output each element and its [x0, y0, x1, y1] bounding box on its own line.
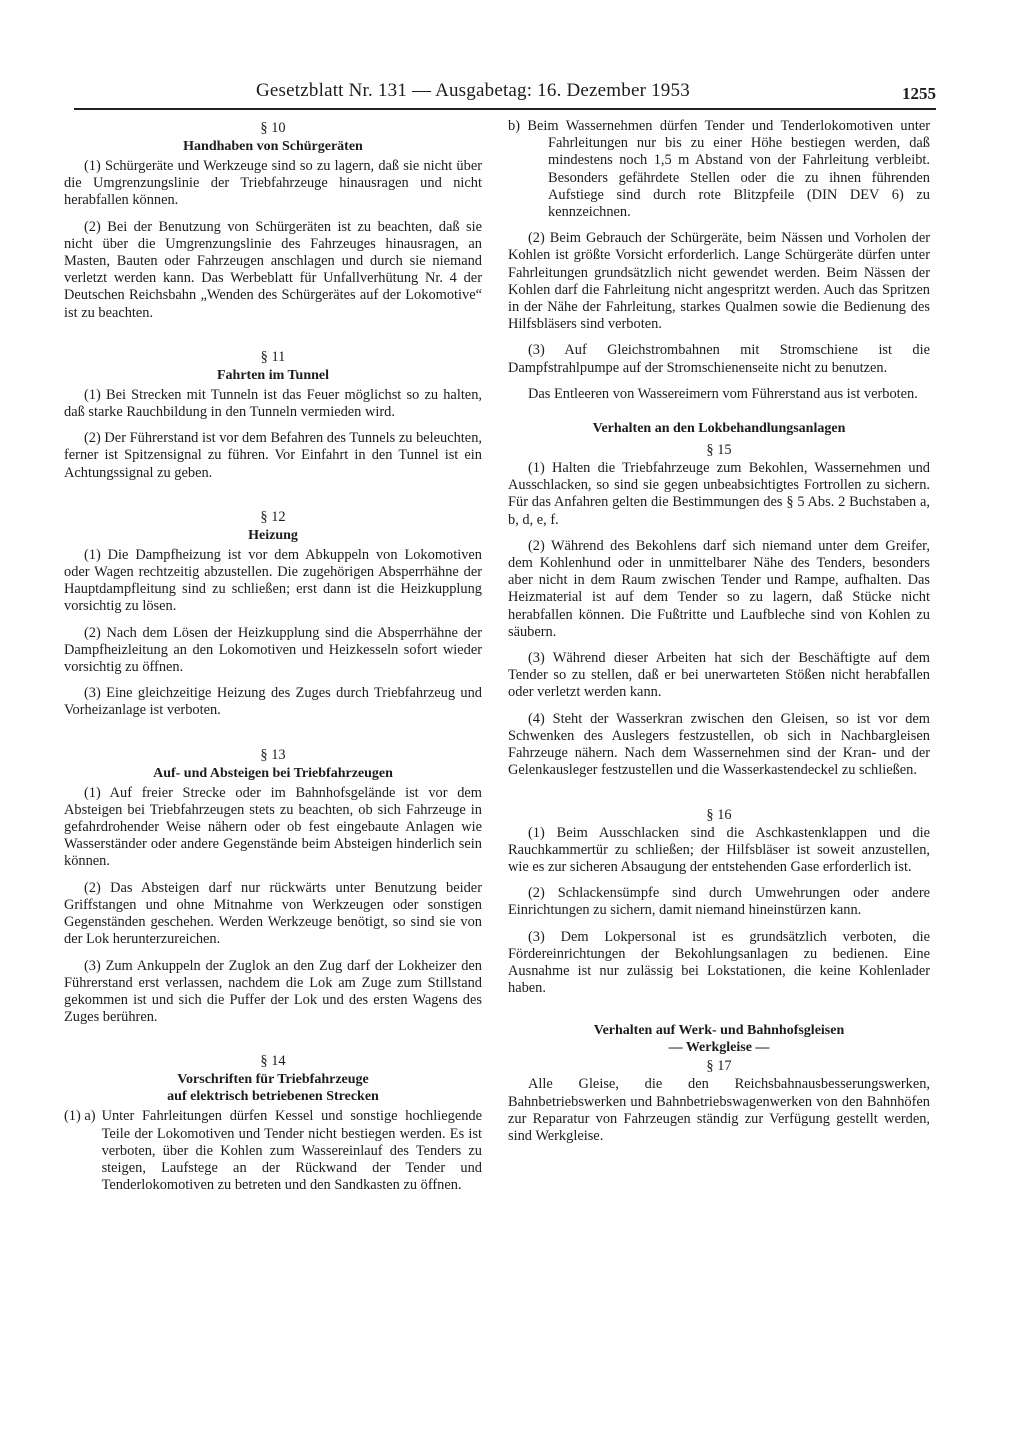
item-text: Unter Fahrleitungen dürfen Kessel und sonstige hochliegende Teile der Lokomotiven und Tender nicht bestiegen werden. Es ist verboten, über die Kohlen zum Wassereinlauf des Tenders zu steigen, Laufstege an der Rückwand der Tender und Tenderlokomotiven zu betreten und den Sandkasten zu öffnen. [101, 1108, 482, 1194]
section-number: § 10 [260, 120, 286, 136]
section-title: Handhaben von Schürgeräten [183, 139, 363, 154]
section-title: Verhalten auf Werk- und Bahnhofsgleisen [593, 1023, 845, 1039]
paragraph: (1) Auf freier Strecke oder im Bahnhofsgelände ist vor dem Absteigen bei Triebfahrzeugen stets zu beachten, ob sich Fahrzeuge in gefahrdrohender Weise nähern oder ob fest eingebaute Anlagen wie Wasserständer oder andere Gegenstände beim Absteigen hinderlich sein können. [64, 784, 482, 870]
section-number: § 17 [706, 1058, 732, 1075]
section-number: § 15 [706, 442, 732, 459]
paragraph: (3) Zum Ankuppeln der Zuglok an den Zug darf der Lokheizer den Führerstand erst verlassen, nachdem die Lok am Zuge zum Stillstand gekommen ist und sich die Puffer der Lok und des ersten Wagens des Zuges berühren. [64, 957, 482, 1026]
list-item [64, 1108, 482, 1194]
paragraph: (1) Schürgeräte und Werkzeuge sind so zu lagern, daß sie nicht über die Umgrenzungslinie der Triebfahrzeuge hinausragen und nicht herabfallen können. [64, 158, 482, 209]
section-title: Heizung [248, 527, 298, 543]
header-title: Gesetzblatt Nr. 131 — Ausgabetag: 16. Dezember 1953 [256, 80, 690, 101]
section-title: Fahrten im Tunnel [216, 367, 330, 383]
paragraph: (1) Halten die Triebfahrzeuge zum Bekohlen, Wassernehmen und Ausschlacken, so sind sie gegen unbeabsichtigtes Fortrollen zu sichern. Für das Anfahren gelten die Bestimmungen des § 5 Abs. 2 Buchstaben a, b, d, e, f. [508, 460, 930, 528]
section-number: § 12 [260, 508, 286, 525]
section-number: § 16 [706, 806, 732, 823]
right-column [508, 118, 930, 1154]
page-header [74, 80, 936, 110]
paragraph: Alle Gleise, die den Reichsbahnausbesserungswerken, Bahnbetriebswerken und Bahnbetriebswagenwerken von den Bahnhöfen zur Reparatur von Fahrzeugen ständig zur Verfügung gestellt werden, sind Werkgleise. [508, 1076, 930, 1144]
left-column [64, 118, 482, 1203]
paragraph: (2) Beim Gebrauch der Schürgeräte, beim Nässen und Vorholen der Kohlen ist größte Vorsicht erforderlich. Lange Schürgeräte dürfen unter Fahrleitungen grundsätzlich nicht gewendet werden. Beim Nässen der Kohlen darf die Fahrleitung nicht angespritzt werden. Auch das Spritzen in der Nähe der Fahrleitung, starkes Qualmen sowie die Bedienung des Hilfsbläsers sind verboten. [508, 230, 930, 333]
paragraph: (2) Schlackensümpfe sind durch Umwehrungen oder andere Einrichtungen zu sichern, damit niemand hineinstürzen kann. [508, 885, 930, 919]
paragraph: (1) Bei Strecken mit Tunneln ist das Feuer möglichst so zu halten, daß starke Rauchbildung in den Tunneln vermieden wird. [64, 386, 482, 421]
section-title: auf elektrisch betriebenen Strecken [167, 1089, 379, 1105]
section-title: Auf- und Absteigen bei Triebfahrzeugen [153, 765, 393, 781]
paragraph: (1) Die Dampfheizung ist vor dem Abkuppeln von Lokomotiven oder Wagen rechtzeitig abzustellen. Die zugehörigen Absperrhähne der Hauptdampfleitung sind zu schließen; erst dann ist die Heizkupplung vorsichtig zu lösen. [64, 546, 482, 615]
paragraph: (3) Auf Gleichstrombahnen mit Stromschiene ist die Dampfstrahlpumpe auf der Stromschienenseite nicht zu benutzen. [508, 342, 930, 376]
paragraph: (4) Steht der Wasserkran zwischen den Gleisen, so ist vor dem Schwenken des Auslegers festzustellen, ob sich in Nachbargleisen Fahrzeuge nähern. Nach dem Wassernehmen sind der Kran- und der Gelenkausleger festzustellen und die Wasserkastendeckel zu schließen. [508, 710, 930, 779]
page-number: 1255 [902, 84, 936, 103]
paragraph: Das Entleeren von Wassereimern vom Führerstand aus ist verboten. [528, 385, 918, 402]
paragraph: (3) Dem Lokpersonal ist es grundsätzlich verboten, die Fördereinrichtungen der Bekohlungsanlagen zu bedienen. Eine Ausnahme ist nur zulässig bei Lokstationen, die keine Kohlenlader haben. [508, 928, 930, 997]
section-subtitle: — Werkgleise — [668, 1040, 770, 1056]
paragraph: b) Beim Wassernehmen dürfen Tender und Tenderlokomotiven unter Fahrleitungen nur bis zu einer Höhe bestiegen werden, daß mindestens noch 1,5 m Abstand von der Fahrleitung verbleibt. Besonders gefährdete Stellen oder die zu ihnen führenden Aufstiege sind durch rote Blitzpfeile (DIN DEV 6) zu kennzeichnen. [508, 118, 930, 221]
section-number: § 13 [260, 746, 286, 763]
paragraph: (2) Während des Bekohlens darf sich niemand unter dem Greifer, dem Kohlenhund oder in unmittelbarer Nähe des Tenders, besonders aber nicht in dem Raum zwischen Tender und Rampe, aufhalten. Das Heizmaterial ist auf dem Tender so zu lagern, daß Stücke nicht herabfallen können. Die Fußtritte und Laufbleche sind von Kohlen zu säubern. [508, 537, 930, 640]
paragraph: (2) Bei der Benutzung von Schürgeräten ist zu beachten, daß sie nicht über die Umgrenzungslinie des Fahrzeuges hinausragen, an Masten, Bauten oder Fahrzeugen anschlagen und durch sie niemand verletzt werden kann. Das Werbeblatt für Unfallverhütung Nr. 4 der Deutschen Reichsbahn „Wenden des Schürgerätes auf der Lokomotive“ ist zu beachten. [64, 218, 482, 321]
item-label: (1) a) [64, 1108, 96, 1125]
section-title: Vorschriften für Triebfahrzeuge [177, 1072, 369, 1088]
paragraph: (3) Eine gleichzeitige Heizung des Zuges durch Triebfahrzeug und Vorheizanlage ist verboten. [64, 685, 482, 719]
paragraph: (3) Während dieser Arbeiten hat sich der Beschäftigte auf dem Tender so zu stellen, daß er bei unerwarteten Stößen nicht herabfallen oder verletzt werden kann. [508, 650, 930, 701]
paragraph: (2) Der Führerstand ist vor dem Befahren des Tunnels zu beleuchten, ferner ist Spitzensignal zu führen. Vor Einfahrt in den Tunnel ist ein Achtungssignal zu geben. [64, 430, 482, 481]
section-number: § 14 [260, 1053, 286, 1070]
paragraph: (2) Das Absteigen darf nur rückwärts unter Benutzung beider Griffstangen und ohne Mitnahme von Werkzeugen oder sonstigen Gegenständen geschehen. Werden Werkzeuge benötigt, so sind sie von der Lok herunterzureichen. [64, 879, 482, 948]
section-number: § 11 [260, 348, 286, 365]
section-title: Verhalten an den Lokbehandlungsanlagen [592, 421, 846, 437]
paragraph: (2) Nach dem Lösen der Heizkupplung sind die Absperrhähne der Dampfheizleitung an den Lokomotiven und Heizkesseln sofort wieder vorsichtig zu öffnen. [64, 624, 482, 676]
paragraph: (1) Beim Ausschlacken sind die Aschkastenklappen und die Rauchkammertür zu schließen; der Hilfsbläser ist soweit anzustellen, wie es zur sicheren Absaugung der entstehenden Gase erforderlich ist. [508, 824, 930, 875]
